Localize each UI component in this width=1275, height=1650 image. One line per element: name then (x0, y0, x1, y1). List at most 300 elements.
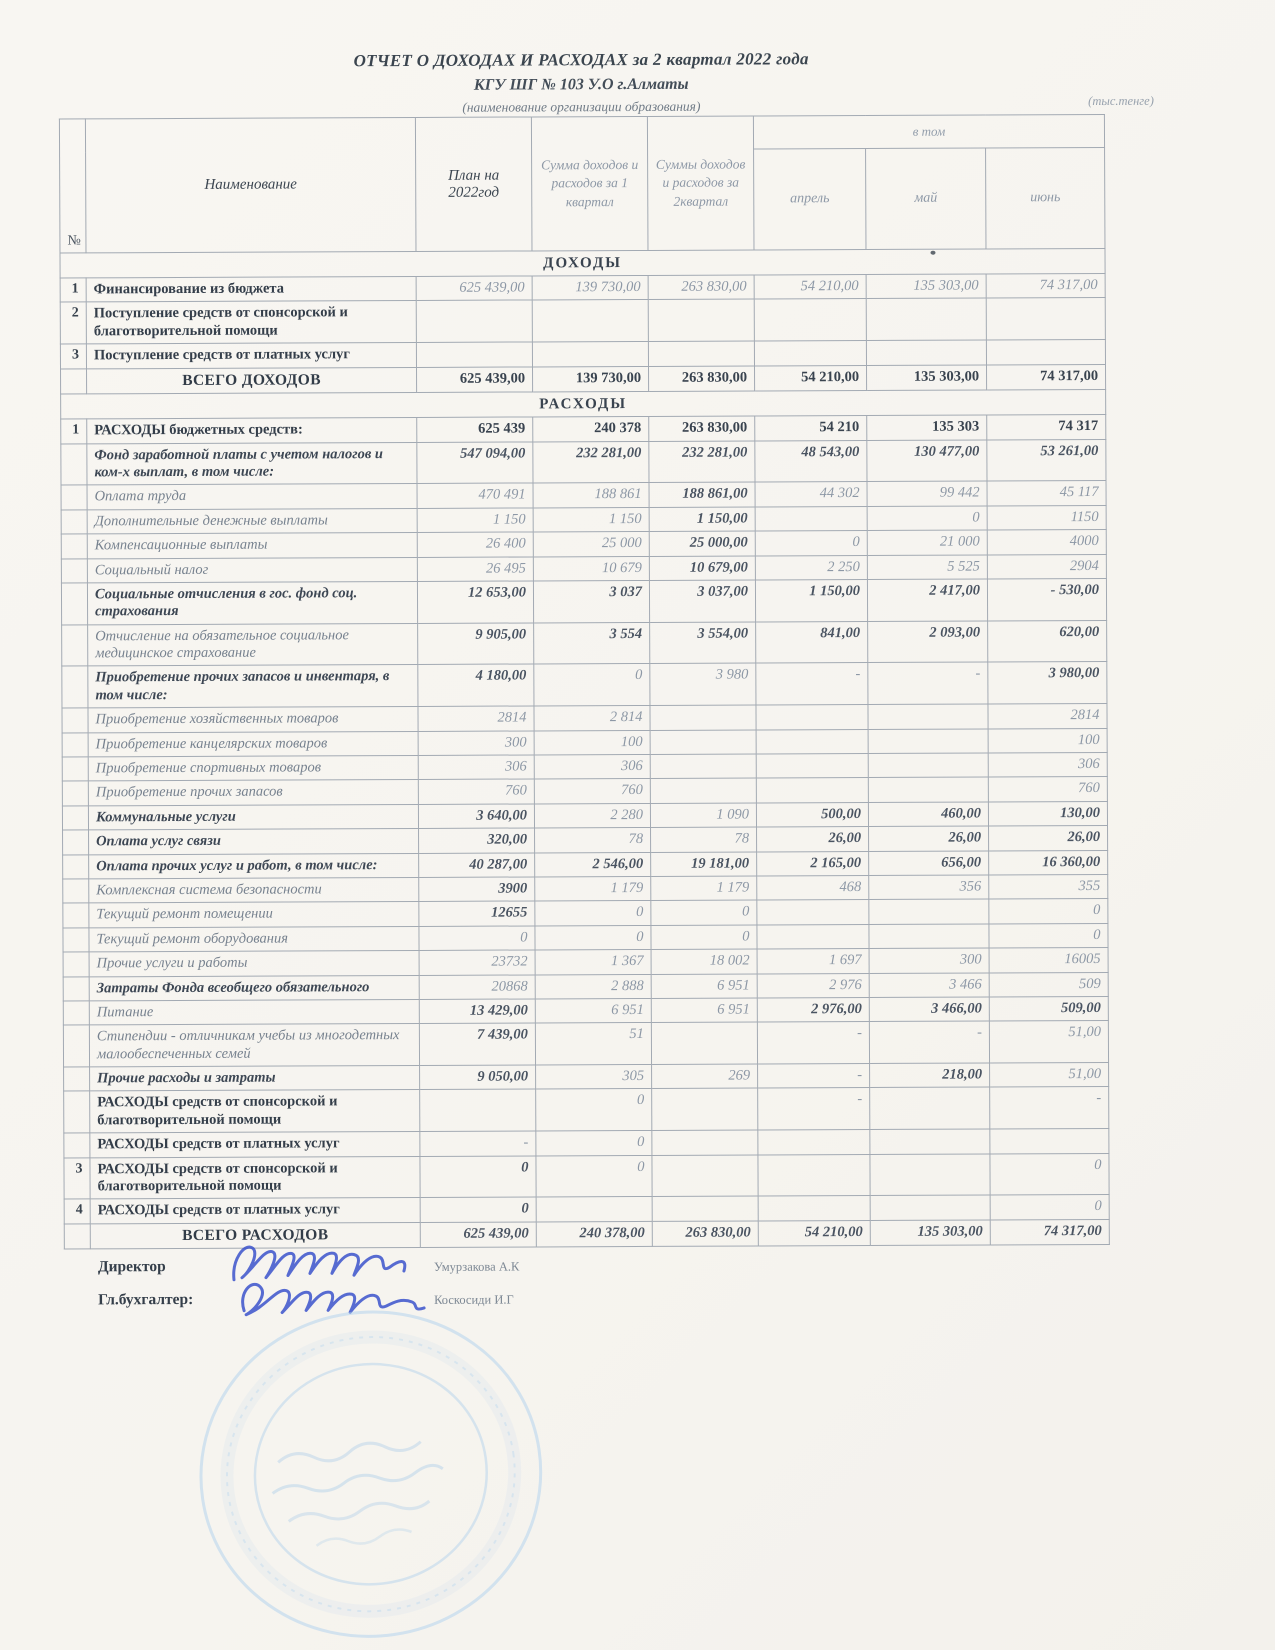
value-cell (869, 924, 989, 949)
value-cell (416, 342, 532, 367)
value-cell: 0 (755, 531, 867, 556)
row-label: Приобретение канцелярских товаров (88, 731, 418, 757)
value-cell: 1 179 (651, 876, 757, 901)
value-cell: 3 037 (533, 580, 649, 622)
value-cell: 0 (651, 900, 757, 925)
value-cell: 1 150,00 (755, 579, 867, 621)
value-cell: 240 378 (533, 417, 649, 442)
value-cell (536, 1197, 652, 1222)
value-cell: 760 (534, 779, 650, 804)
col-header-april: апрель (754, 148, 866, 249)
value-cell: - 530,00 (987, 578, 1106, 620)
row-number: 1 (61, 419, 87, 444)
value-cell: 625 439,00 (416, 367, 532, 393)
value-cell (870, 1195, 990, 1220)
value-cell: 0 (536, 1155, 652, 1197)
value-cell: 460,00 (868, 802, 988, 827)
col-header-q1: Сумма доходов и расходов за 1 квартал (531, 116, 648, 251)
value-cell: 2814 (418, 706, 534, 731)
value-cell (651, 1022, 757, 1064)
row-label: Приобретение прочих запасов (88, 780, 418, 806)
value-cell: 130 477,00 (867, 440, 987, 482)
value-cell: 625 439 (417, 417, 533, 442)
row-number: 4 (64, 1199, 90, 1224)
row-label: Прочие услуги и работы (89, 951, 419, 977)
accountant-label: Гл.бухгалтер: (98, 1290, 194, 1309)
value-cell: - (868, 662, 988, 704)
value-cell: 306 (988, 752, 1107, 777)
value-cell: 54 210,00 (754, 365, 866, 391)
value-cell (650, 730, 756, 755)
value-cell: 2814 (988, 704, 1107, 729)
value-cell: 1 179 (535, 876, 651, 901)
value-cell: 0 (989, 923, 1108, 948)
value-cell: 1 367 (535, 950, 651, 975)
value-cell: 2 165,00 (757, 851, 869, 876)
value-cell: 78 (651, 827, 757, 852)
col-header-num: № (59, 119, 86, 253)
value-cell: 54 210,00 (758, 1220, 870, 1246)
row-label: Фонд заработной платы с учетом налогов и ком-х выплат, в том числе: (87, 442, 417, 485)
ink-dot-artifact (930, 251, 935, 255)
value-cell (650, 754, 756, 779)
value-cell: 135 303 (867, 415, 987, 440)
value-cell: 0 (419, 926, 535, 951)
value-cell: 509 (989, 972, 1108, 997)
value-cell: 470 491 (417, 483, 533, 508)
income-expense-table (59, 114, 1110, 1250)
value-cell: 1150 (987, 505, 1106, 530)
value-cell: 6 951 (651, 974, 757, 999)
table-row (61, 578, 1106, 624)
row-number: 2 (60, 302, 86, 344)
col-header-q2: Суммы доходов и расходов за 2квартал (647, 116, 754, 250)
value-cell (757, 924, 869, 949)
row-number (62, 666, 88, 708)
value-cell: - (869, 1021, 989, 1063)
value-cell (420, 1089, 536, 1131)
value-cell: 26,00 (989, 826, 1108, 851)
value-cell: 45 117 (987, 481, 1106, 506)
value-cell (756, 705, 868, 730)
row-number (63, 879, 89, 904)
value-cell: 7 439,00 (419, 1023, 535, 1065)
value-cell: 0 (534, 664, 650, 706)
value-cell: 74 317,00 (986, 364, 1105, 390)
row-label: Оплата услуг связи (89, 829, 419, 855)
value-cell: 2 814 (534, 706, 650, 731)
value-cell: - (990, 1087, 1109, 1129)
value-cell: 4 180,00 (418, 664, 534, 706)
row-label: ВСЕГО РАСХОДОВ (90, 1222, 420, 1249)
row-label: Оплата прочих услуг и работ, в том числе: (89, 853, 419, 879)
row-number (63, 854, 89, 879)
value-cell: - (758, 1064, 870, 1089)
value-cell: 263 830,00 (649, 416, 755, 441)
value-cell: 26,00 (869, 826, 989, 851)
value-cell (986, 298, 1105, 340)
value-cell: 356 (869, 875, 989, 900)
value-cell: 0 (867, 506, 987, 531)
value-cell (648, 341, 754, 366)
official-stamp-icon (148, 1272, 594, 1650)
value-cell: 44 302 (755, 482, 867, 507)
row-label: Оплата труда (87, 484, 417, 510)
value-cell: 3 640,00 (418, 804, 534, 829)
value-cell: 0 (535, 901, 651, 926)
row-number (63, 1025, 89, 1067)
value-cell (758, 1196, 870, 1221)
table-row (62, 662, 1107, 708)
row-number (63, 903, 89, 928)
value-cell (755, 506, 867, 531)
value-cell: 10 679 (533, 556, 649, 581)
value-cell: 13 429,00 (419, 999, 535, 1024)
row-label: Приобретение спортивных товаров (88, 755, 418, 781)
row-number (62, 625, 88, 667)
table-row (64, 1087, 1109, 1133)
value-cell: 269 (652, 1064, 758, 1089)
row-number (61, 510, 87, 535)
value-cell: 139 730,00 (532, 366, 648, 392)
value-cell: 135 303,00 (870, 1220, 990, 1246)
row-number (62, 806, 88, 831)
director-name: Умурзакова А.К (433, 1259, 520, 1274)
value-cell: 25 000 (533, 532, 649, 557)
value-cell (652, 1088, 758, 1130)
row-label: РАСХОДЫ бюджетных средств: (87, 418, 417, 444)
value-cell: 21 000 (867, 530, 987, 555)
value-cell: 1 697 (757, 949, 869, 974)
value-cell: 74 317,00 (990, 1219, 1109, 1245)
value-cell: 500,00 (756, 802, 868, 827)
row-number: 1 (60, 278, 86, 303)
value-cell: - (757, 1022, 869, 1064)
value-cell: 2 093,00 (868, 621, 988, 663)
value-cell: 74 317 (987, 415, 1106, 440)
value-cell: 2904 (987, 554, 1106, 579)
value-cell: 10 679,00 (649, 555, 755, 580)
value-cell: 130,00 (988, 801, 1107, 826)
row-number (64, 1067, 90, 1092)
value-cell (757, 900, 869, 925)
row-label: Поступление средств от спонсорской и благотворительной помощи (86, 301, 416, 344)
value-cell: 40 287,00 (419, 853, 535, 878)
row-label: РАСХОДЫ средств от спонсорской и благотворительной помощи (90, 1156, 420, 1199)
row-label: Текущий ремонт оборудования (89, 926, 419, 952)
value-cell: 620,00 (988, 620, 1107, 662)
value-cell (652, 1196, 758, 1221)
value-cell (756, 729, 868, 754)
row-number (61, 583, 87, 625)
table-row (60, 298, 1105, 344)
report-table-body (60, 248, 1109, 1249)
row-number: 3 (60, 344, 86, 369)
value-cell: 20868 (419, 974, 535, 999)
row-number (61, 534, 87, 559)
row-label: Социальный налог (87, 557, 417, 583)
value-cell: 232 281,00 (649, 441, 755, 483)
value-cell: 3 466 (869, 972, 989, 997)
value-cell: 135 303,00 (866, 365, 986, 391)
value-cell: 51,00 (989, 1021, 1108, 1063)
value-cell: - (420, 1131, 536, 1156)
value-cell: 51,00 (990, 1063, 1109, 1088)
value-cell: 760 (988, 777, 1107, 802)
value-cell: 135 303,00 (866, 274, 986, 299)
value-cell: 1 150 (417, 508, 533, 533)
value-cell (650, 778, 756, 803)
row-label: ВСЕГО ДОХОДОВ (87, 367, 417, 394)
value-cell: 232 281,00 (533, 441, 649, 483)
row-number (61, 443, 87, 485)
value-cell: 2 417,00 (867, 579, 987, 621)
row-number (61, 368, 87, 394)
value-cell (990, 1129, 1109, 1154)
value-cell: 300 (869, 948, 989, 973)
value-cell: 12 653,00 (417, 581, 533, 623)
value-cell (652, 1130, 758, 1155)
organization-caption: (наименование организации образования) (462, 98, 701, 115)
director-label: Директор (97, 1258, 166, 1276)
row-number (63, 830, 89, 855)
value-cell: 0 (420, 1197, 536, 1222)
value-cell (758, 1154, 870, 1196)
value-cell (870, 1154, 990, 1196)
value-cell: 53 261,00 (987, 439, 1106, 481)
value-cell: 305 (536, 1065, 652, 1090)
value-cell: 3900 (419, 877, 535, 902)
value-cell: 23732 (419, 950, 535, 975)
value-cell (868, 704, 988, 729)
row-label: Социальные отчисления в гос. фонд соц. страхования (87, 581, 417, 624)
value-cell: 760 (418, 779, 534, 804)
accountant-name: Коскосиди И.Г (434, 1292, 514, 1307)
row-label: Стипендии - отличникам учебы из многодетных малообеспеченных семей (89, 1024, 419, 1067)
value-cell: 0 (536, 1131, 652, 1156)
value-cell: 3 980 (650, 663, 756, 705)
value-cell: - (756, 663, 868, 705)
units-note: (тыс.тенге) (1088, 93, 1154, 109)
document-header (59, 48, 1104, 118)
value-cell (648, 299, 754, 341)
value-cell: 78 (535, 828, 651, 853)
row-label: РАСХОДЫ средств от платных услуг (90, 1198, 420, 1224)
value-cell: 0 (535, 925, 651, 950)
value-cell (754, 341, 866, 366)
section-title: РАСХОДЫ (61, 390, 1106, 420)
value-cell (986, 340, 1105, 365)
value-cell (652, 1155, 758, 1197)
value-cell: 263 830,00 (648, 275, 754, 300)
value-cell: 547 094,00 (417, 441, 533, 483)
value-cell: 625 439,00 (416, 276, 532, 301)
section-title: ДОХОДЫ (60, 248, 1105, 278)
value-cell: 3 980,00 (988, 662, 1107, 704)
value-cell: 100 (988, 728, 1107, 753)
row-number (63, 952, 89, 977)
value-cell: 509,00 (989, 996, 1108, 1021)
row-number (61, 558, 87, 583)
value-cell: - (758, 1088, 870, 1130)
value-cell: 263 830,00 (648, 366, 754, 392)
row-number (62, 757, 88, 782)
row-label: Коммунальные услуги (88, 804, 418, 830)
value-cell: 0 (420, 1156, 536, 1198)
value-cell: 2 250 (755, 555, 867, 580)
value-cell (869, 899, 989, 924)
row-label: РАСХОДЫ средств от платных услуг (90, 1132, 420, 1158)
row-number (61, 485, 87, 510)
row-label: Приобретение хозяйственных товаров (88, 707, 418, 733)
row-number (64, 1133, 90, 1158)
value-cell: 9 050,00 (420, 1065, 536, 1090)
value-cell (868, 753, 988, 778)
total-row (64, 1219, 1109, 1249)
value-cell: 355 (989, 874, 1108, 899)
value-cell: 1 150 (533, 507, 649, 532)
row-label: Приобретение прочих запасов и инвентаря, в том числе: (88, 665, 418, 708)
value-cell: 1 150,00 (649, 507, 755, 532)
value-cell: 0 (990, 1195, 1109, 1220)
value-cell (756, 754, 868, 779)
value-cell: 2 280 (534, 803, 650, 828)
value-cell: 54 210 (755, 416, 867, 441)
row-label: Отчисление на обязательное социальное медицинское страхование (88, 623, 418, 666)
value-cell: 656,00 (869, 851, 989, 876)
value-cell: 48 543,00 (755, 440, 867, 482)
row-label: РАСХОДЫ средств от спонсорской и благотворительной помощи (90, 1090, 420, 1133)
value-cell: 26,00 (757, 827, 869, 852)
value-cell: 25 000,00 (649, 531, 755, 556)
value-cell: 0 (990, 1153, 1109, 1195)
table-row (61, 439, 1106, 485)
value-cell: 99 442 (867, 481, 987, 506)
value-cell: 16 360,00 (989, 850, 1108, 875)
value-cell (870, 1087, 990, 1129)
value-cell: 306 (534, 754, 650, 779)
value-cell: 468 (757, 875, 869, 900)
header-row-top (59, 114, 1104, 152)
value-cell (532, 300, 648, 342)
value-cell: 3 554 (534, 622, 650, 664)
col-header-may: май (866, 148, 986, 250)
value-cell (870, 1129, 990, 1154)
row-number (63, 1001, 89, 1026)
value-cell: 100 (534, 730, 650, 755)
value-cell: 26 495 (417, 556, 533, 581)
value-cell: 2 976 (757, 973, 869, 998)
row-number (63, 928, 89, 953)
value-cell: 4000 (987, 530, 1106, 555)
row-label: Прочие расходы и затраты (90, 1066, 420, 1092)
value-cell: 5 525 (867, 554, 987, 579)
value-cell (868, 777, 988, 802)
value-cell: 139 730,00 (532, 275, 648, 300)
value-cell: 306 (418, 755, 534, 780)
value-cell (866, 340, 986, 365)
value-cell (756, 778, 868, 803)
table-row (63, 1021, 1108, 1067)
value-cell: 2 546,00 (535, 852, 651, 877)
value-cell (416, 300, 532, 342)
value-cell (754, 299, 866, 341)
value-cell: 2 976,00 (757, 997, 869, 1022)
row-label: Компенсационные выплаты (87, 533, 417, 559)
row-number (64, 1224, 90, 1250)
value-cell: 9 905,00 (418, 623, 534, 665)
value-cell: 12655 (419, 901, 535, 926)
value-cell: 19 181,00 (651, 852, 757, 877)
value-cell: 3 037,00 (649, 580, 755, 622)
value-cell: 0 (989, 899, 1108, 924)
report-title: ОТЧЕТ О ДОХОДАХ И РАСХОДАХ за 2 квартал 2022 года (353, 49, 809, 71)
value-cell: 263 830,00 (652, 1221, 758, 1247)
col-header-june: июнь (986, 147, 1105, 249)
value-cell: 625 439,00 (420, 1222, 536, 1248)
value-cell: 3 466,00 (869, 997, 989, 1022)
row-number (64, 1091, 90, 1133)
value-cell: 74 317,00 (986, 273, 1105, 298)
value-cell: 0 (651, 925, 757, 950)
row-label: Дополнительные денежные выплаты (87, 508, 417, 534)
table-row (64, 1153, 1109, 1199)
value-cell (866, 298, 986, 340)
value-cell: 1 090 (650, 803, 756, 828)
value-cell: 188 861,00 (649, 482, 755, 507)
value-cell: 841,00 (756, 621, 868, 663)
value-cell: 18 002 (651, 949, 757, 974)
col-header-name: Наименование (85, 117, 416, 252)
row-label: Финансирование из бюджета (86, 276, 416, 302)
row-number (62, 733, 88, 758)
value-cell: 51 (535, 1023, 651, 1065)
value-cell: 6 951 (535, 998, 651, 1023)
table-header (59, 114, 1105, 253)
value-cell: 16005 (989, 948, 1108, 973)
row-number (62, 781, 88, 806)
value-cell: 54 210,00 (754, 274, 866, 299)
value-cell: 2 888 (535, 974, 651, 999)
value-cell: 188 861 (533, 483, 649, 508)
row-label: Комплексная система безопасности (89, 877, 419, 903)
row-number (63, 976, 89, 1001)
col-header-plan: План на 2022год (415, 117, 532, 252)
value-cell: 320,00 (419, 828, 535, 853)
value-cell (758, 1130, 870, 1155)
organization-name: КГУ ШГ № 103 У.О г.Алматы (473, 75, 689, 94)
row-number (62, 708, 88, 733)
table-row (62, 620, 1107, 666)
value-cell (650, 705, 756, 730)
value-cell (532, 342, 648, 367)
director-row (98, 1256, 738, 1292)
value-cell: 0 (536, 1089, 652, 1131)
value-cell (868, 729, 988, 754)
value-cell: 218,00 (870, 1063, 990, 1088)
value-cell: 240 378,00 (536, 1221, 652, 1247)
row-label: Питание (89, 999, 419, 1025)
row-number: 3 (64, 1158, 90, 1200)
row-label: Поступление средств от платных услуг (86, 343, 416, 369)
value-cell: 6 951 (651, 998, 757, 1023)
value-cell: 300 (418, 731, 534, 756)
value-cell: 26 400 (417, 532, 533, 557)
row-label: Текущий ремонт помещении (89, 902, 419, 928)
value-cell: 3 554,00 (650, 622, 756, 664)
row-label: Затраты Фонда всеобщего обязательного (89, 975, 419, 1001)
col-header-group: в том (753, 114, 1104, 149)
